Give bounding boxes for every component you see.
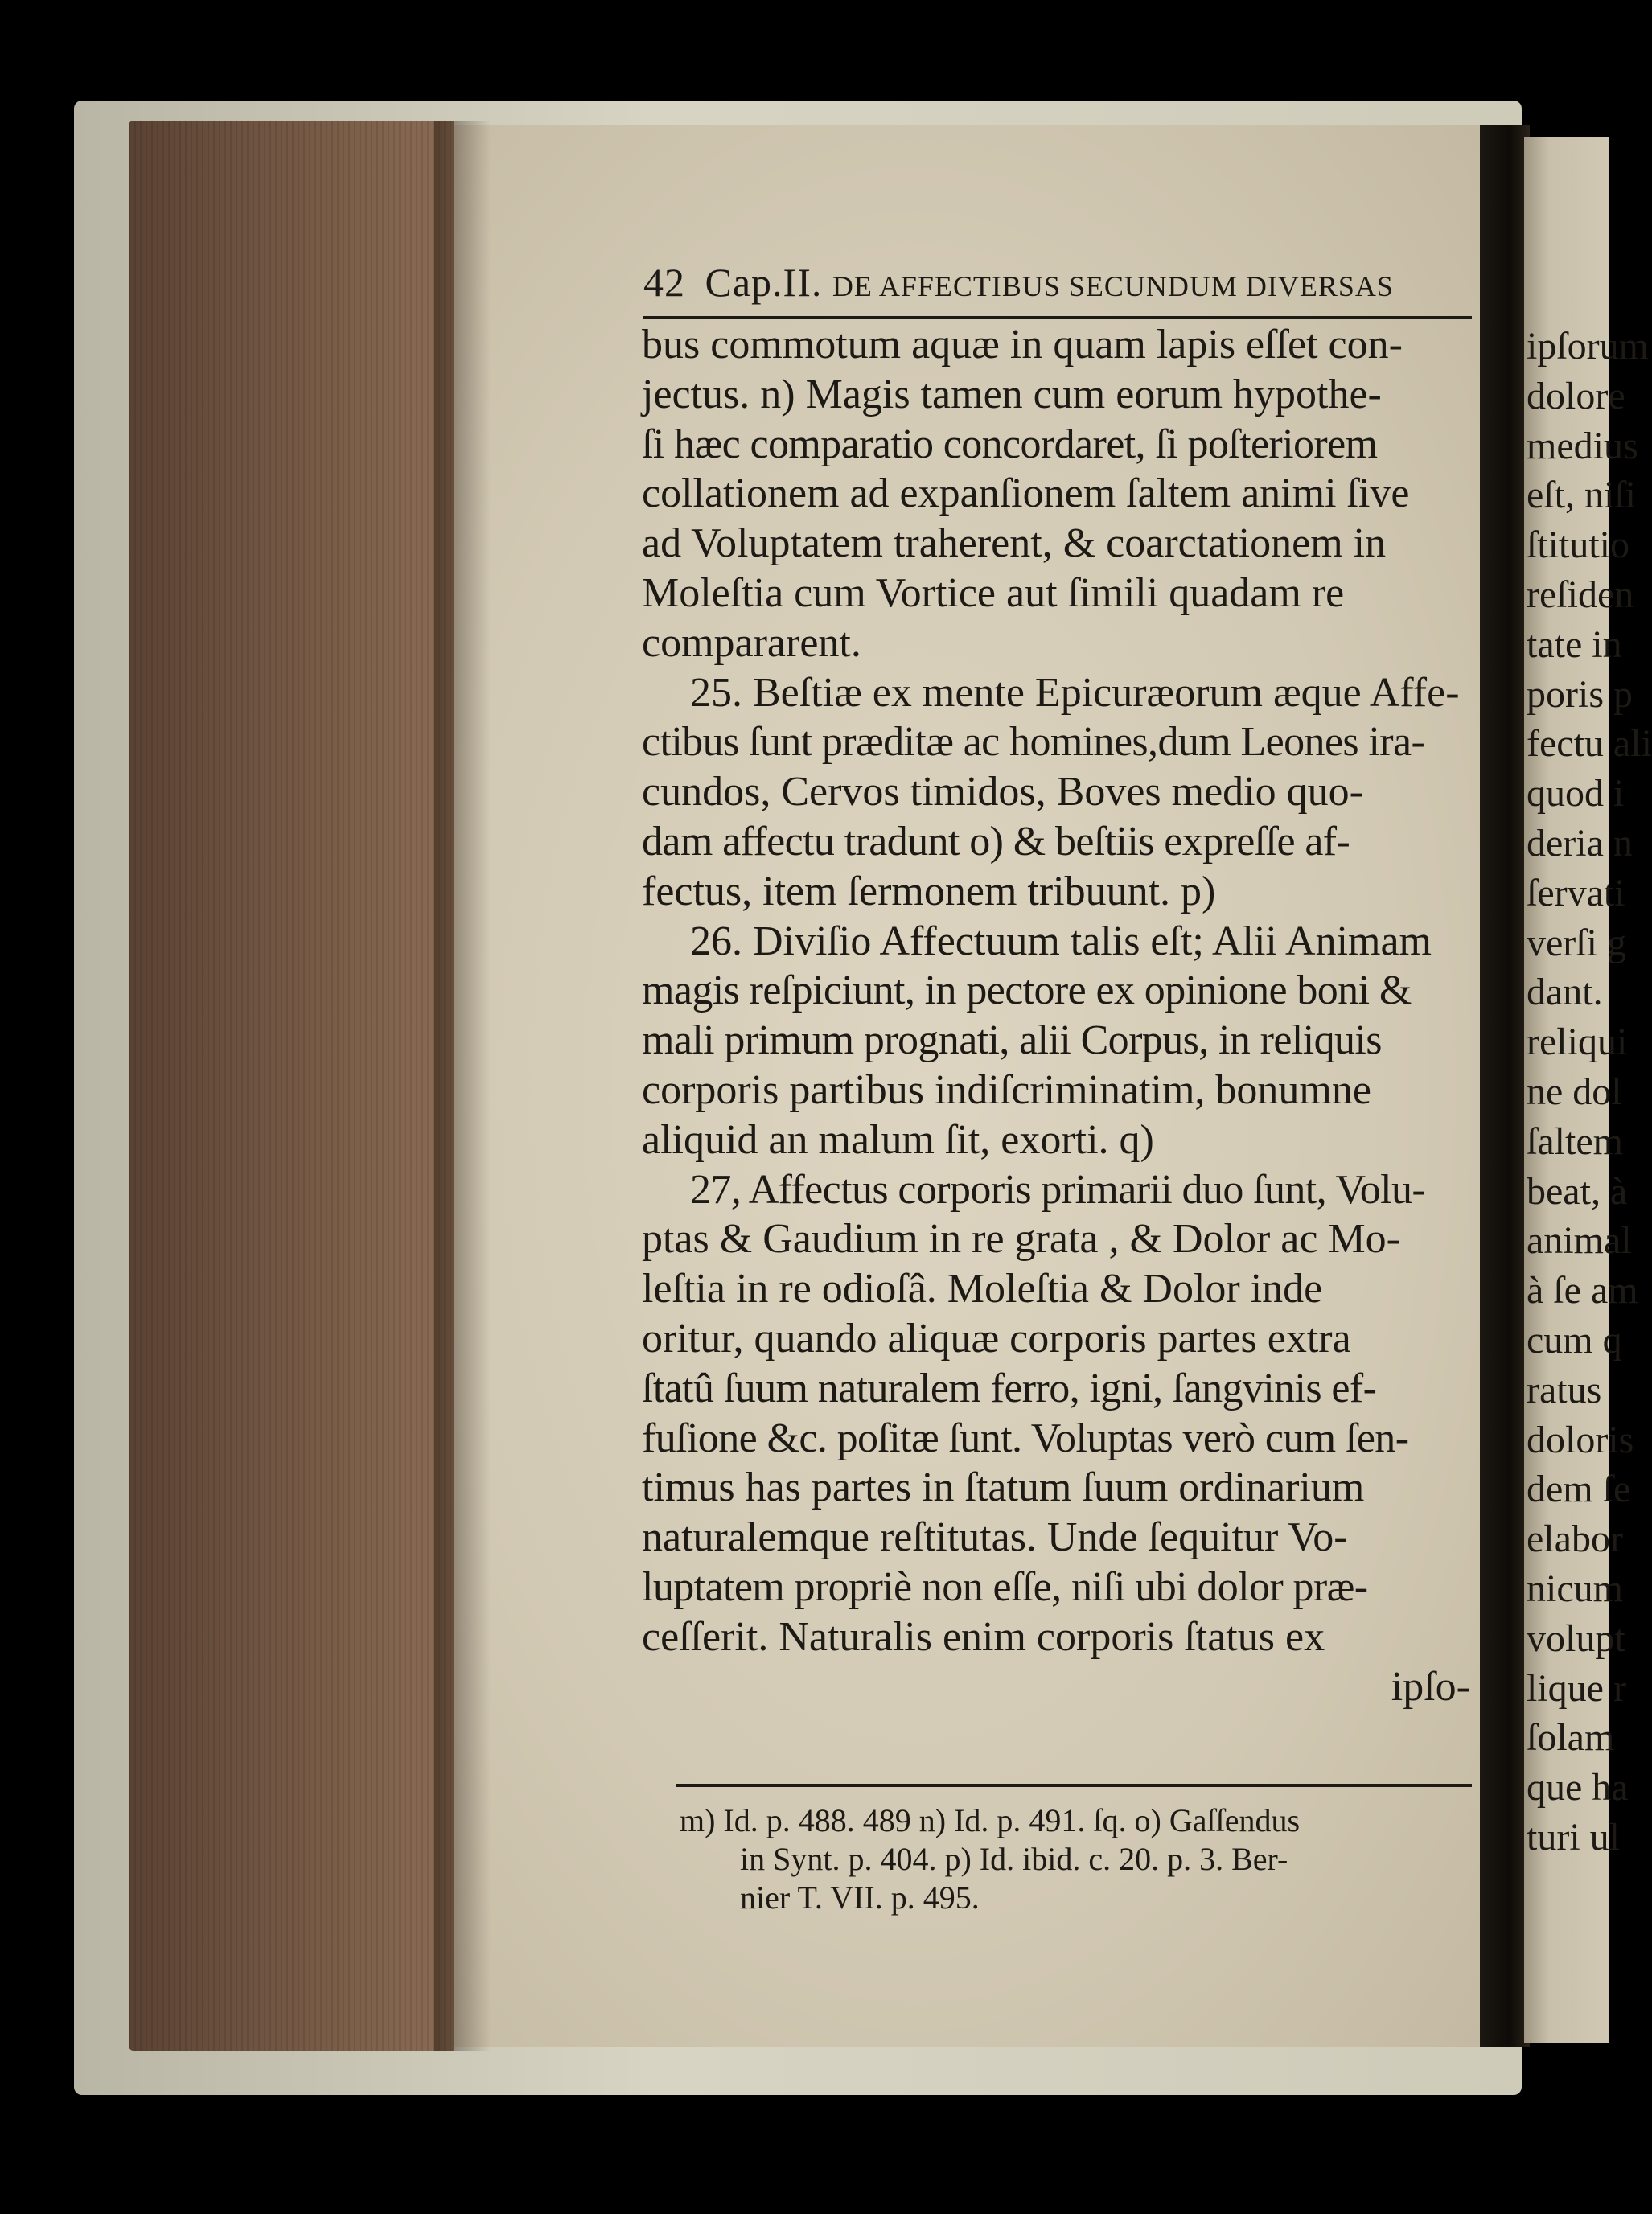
text-line: cundos, Cervos timidos, Boves medio quo- (642, 769, 1363, 815)
text-line: 27, Affectus corporis primarii duo ſunt, Volu- (690, 1166, 1426, 1213)
text-line: mali primum prognati, alii Corpus, in reliquis (642, 1017, 1382, 1064)
text-line: ptas & Gaudium in re grata , & Dolor ac Mo- (642, 1216, 1400, 1263)
right-page-line: eſt, niſi (1527, 474, 1636, 517)
footnotes (680, 1801, 1484, 1917)
right-page-line: dolore (1527, 374, 1625, 417)
right-page-line: verſi g (1527, 921, 1626, 964)
right-page-line: turi ul (1527, 1815, 1620, 1859)
right-page-line: lique r (1527, 1666, 1626, 1710)
right-page-line: ſolam (1527, 1716, 1615, 1760)
text-line: fectus, item ſermonem tribuunt. p) (642, 868, 1216, 914)
right-page-line: à ſe am (1527, 1269, 1638, 1312)
right-page-line: dant. (1527, 971, 1603, 1014)
text-line: naturalemque reſtitutas. Unde ſequitur Vo- (642, 1514, 1348, 1561)
text-line: corporis partibus indiſcriminatim, bonumne (642, 1066, 1371, 1113)
right-page-line: elabor (1527, 1518, 1623, 1561)
text-line: aliquid an malum ſit, exorti. q) (642, 1116, 1154, 1163)
chapter-label: Cap.II. (705, 260, 823, 305)
page-edges (129, 121, 454, 2051)
text-line: bus commotum aquæ in quam lapis eſſet con- (642, 322, 1403, 368)
right-page-line: medius (1527, 424, 1638, 467)
text-line: magis reſpiciunt, in pectore ex opinione boni & (642, 967, 1412, 1014)
text-line: 25. Beſtiæ ex mente Epicuræorum æque Affe- (690, 669, 1460, 716)
right-page-line: beat, à (1527, 1169, 1628, 1213)
right-page-line: poris p (1527, 672, 1633, 716)
right-page-line: que ha (1527, 1766, 1629, 1809)
page-number: 42 (643, 260, 685, 305)
footnote-rule (676, 1784, 1472, 1787)
right-page-line: ſaltem (1527, 1119, 1623, 1163)
right-page-line: volupt (1527, 1616, 1625, 1660)
right-page-line: ne dol (1527, 1070, 1622, 1113)
text-line: ſi hæc comparatio concordaret, ſi poſteriorem (642, 421, 1378, 467)
text-line: oritur, quando aliquæ corporis partes extra (642, 1315, 1351, 1362)
text-line: leſtia in re odioſâ. Moleſtia & Dolor inde (642, 1266, 1323, 1312)
right-page-line: doloris (1527, 1418, 1634, 1461)
right-page-line: dem ſe (1527, 1468, 1631, 1511)
right-page-text (1527, 322, 1652, 1863)
footnote-line: nier T. VII. p. 495. (740, 1879, 980, 1916)
right-page-line: ratus (1527, 1368, 1602, 1411)
right-page-line: nicum (1527, 1567, 1623, 1610)
text-line: compararent. (642, 619, 861, 666)
right-page-line: animal (1527, 1219, 1632, 1263)
body-text (642, 320, 1478, 1711)
running-title: DE AFFECTIBUS SECUNDUM DIVERSAS (832, 270, 1394, 302)
right-page-line: reliqui (1527, 1021, 1628, 1064)
footnote-line: in Synt. p. 404. p) Id. ibid. c. 20. p. 3. Ber- (740, 1841, 1288, 1877)
gutter-shadow (434, 121, 491, 2051)
text-line: ſtatû ſuum naturalem ferro, igni, ſangvinis ef- (642, 1365, 1377, 1411)
text-line: ctibus ſunt præditæ ac homines,dum Leones ira- (642, 719, 1425, 766)
text-line: ad Voluptatem traherent, & coarctationem in (642, 520, 1387, 567)
text-line: jectus. n) Magis tamen cum eorum hypothe- (642, 371, 1382, 417)
right-page-line: tate in (1527, 622, 1622, 666)
right-page-line: quod i (1527, 772, 1625, 815)
text-line: dam affectu tradunt o) & beſtiis expreſſe af- (642, 818, 1350, 865)
right-page-line: deria n (1527, 821, 1633, 865)
right-page-line: reſiden (1527, 573, 1634, 616)
right-page-line: ipſorum (1527, 325, 1649, 368)
text-line: ceſſerit. Naturalis enim corporis ſtatus ex (642, 1613, 1325, 1660)
header-rule (643, 316, 1472, 319)
text-line: 26. Diviſio Affectuum talis eſt; Alii Animam (690, 918, 1432, 964)
text-line: luptatem propriè non eſſe, niſi ubi dolor præ- (642, 1563, 1368, 1610)
running-header (643, 259, 1480, 306)
right-page-line: ſtitutio (1527, 524, 1630, 567)
text-line: ipſo- (1391, 1663, 1470, 1710)
right-page-line: fectu ali (1527, 722, 1652, 766)
footnote-line: m) Id. p. 488. 489 n) Id. p. 491. ſq. o) Gaſſendus (680, 1802, 1301, 1838)
text-line: fuſione &c. poſitæ ſunt. Voluptas verò cum ſen- (642, 1415, 1409, 1461)
right-page-line: ſervati (1527, 871, 1625, 914)
right-page-line: cum q (1527, 1318, 1622, 1362)
text-line: collationem ad expanſionem ſaltem animi ſive (642, 470, 1410, 517)
text-line: timus has partes in ſtatum ſuum ordinarium (642, 1464, 1365, 1511)
book-binding (1480, 125, 1530, 2047)
text-line: Moleſtia cum Vortice aut ſimili quadam re (642, 569, 1345, 616)
